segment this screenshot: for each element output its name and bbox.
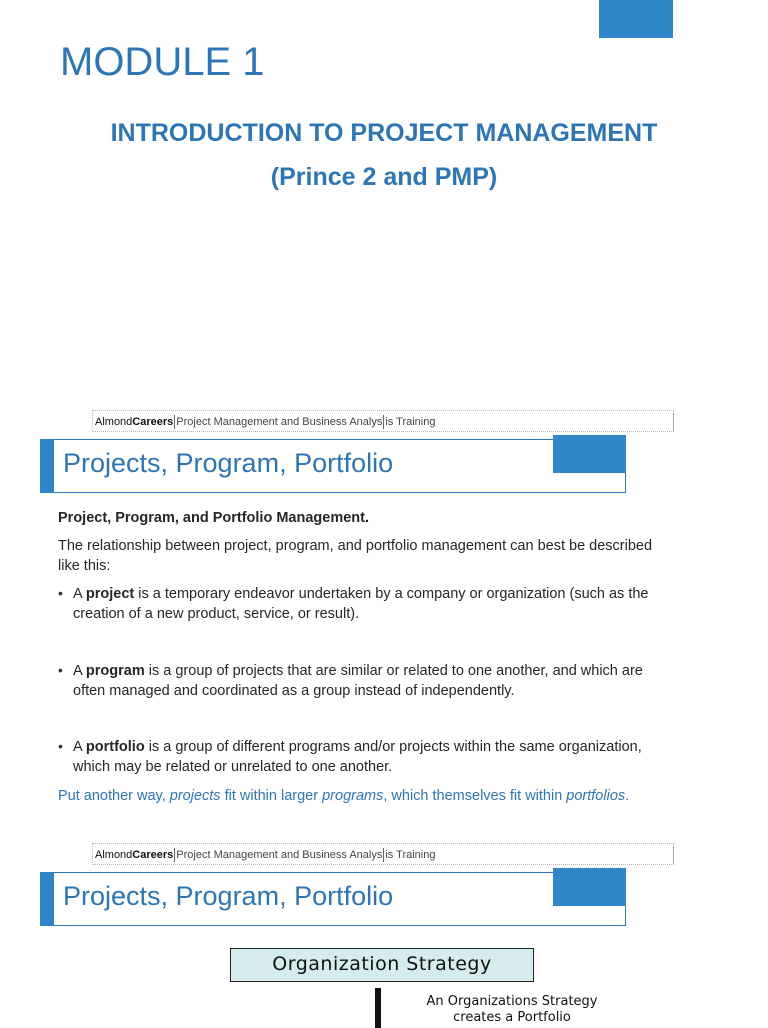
strip-edge-tick [672,413,674,431]
brand-name-part1: Almond [95,416,133,428]
bullet-project [73,584,753,624]
intro-line: The relationship between project, program, and portfolio management can best be described [58,538,653,554]
intro-title-line2: (Prince 2 and PMP) [270,163,498,191]
header-strip [92,843,674,865]
bullet-text: often managed and coordinated as a group instead of independently. [73,683,515,699]
intro-line: like this: [58,558,111,574]
bullet-glyph: • [58,738,63,754]
strip-text-part2: is Training [385,416,436,428]
module-title: MODULE 1 [60,40,265,84]
caption-line: An Organizations Strategy [426,994,598,1009]
section-title: Projects, Program, Portfolio [63,448,394,478]
brand-name-part1: Almond [95,849,133,861]
bullet-prefix: A [73,586,86,602]
summary-text: Put another way, [58,788,170,804]
bullet-text: which may be related or unrelated to one another. [73,759,393,775]
connector-line [375,988,381,1028]
brand-name-part2: Careers [132,849,174,861]
corner-accent-block [599,0,673,38]
term-project: project [85,586,135,602]
bullet-glyph: • [58,585,63,601]
summary-term-projects: projects [169,788,221,804]
caption-line: creates a Portfolio [453,1010,571,1025]
content-heading: Project, Program, and Portfolio Management. [58,510,369,526]
organization-strategy-box: Organization Strategy [230,948,534,982]
section-header [40,439,626,493]
bullet-text: creation of a new product, service, or result). [73,606,360,622]
strip-edge-tick [672,846,674,864]
term-program: program [85,663,145,679]
section-title: Projects, Program, Portfolio [63,881,394,911]
bullet-text: is a temporary endeavor undertaken by a company or organization (such as the [134,586,649,602]
summary-term-programs: programs [322,788,384,804]
bullet-text: is a group of projects that are similar or related to one another, and which are [144,663,643,679]
intro-paragraph [58,536,738,576]
diagram-caption [392,994,632,1026]
section-header [40,872,626,926]
bullet-glyph: • [58,662,63,678]
term-portfolio: portfolio [85,739,145,755]
strip-text-part1: Project Management and Business Analys [176,416,383,428]
summary-line [58,786,748,806]
section-accent-bar [40,439,54,493]
strip-text-part2: is Training [385,849,436,861]
section-accent-block [553,435,626,473]
section-accent-block [553,868,626,906]
bullet-prefix: A [73,739,86,755]
summary-text: fit within larger [220,788,323,804]
header-strip [92,410,674,432]
strip-text-part1: Project Management and Business Analys [176,849,383,861]
brand-name-part2: Careers [132,416,174,428]
intro-title-line1: INTRODUCTION TO PROJECT MANAGEMENT [110,119,658,147]
bullet-program [73,661,753,701]
summary-text: , which themselves fit within [383,788,567,804]
bullet-portfolio [73,737,753,777]
bullet-prefix: A [73,663,86,679]
bullet-text: is a group of different programs and/or projects within the same organization, [144,739,642,755]
section-accent-bar [40,872,54,926]
summary-term-portfolios: portfolios [566,788,626,804]
summary-text: . [625,788,630,804]
